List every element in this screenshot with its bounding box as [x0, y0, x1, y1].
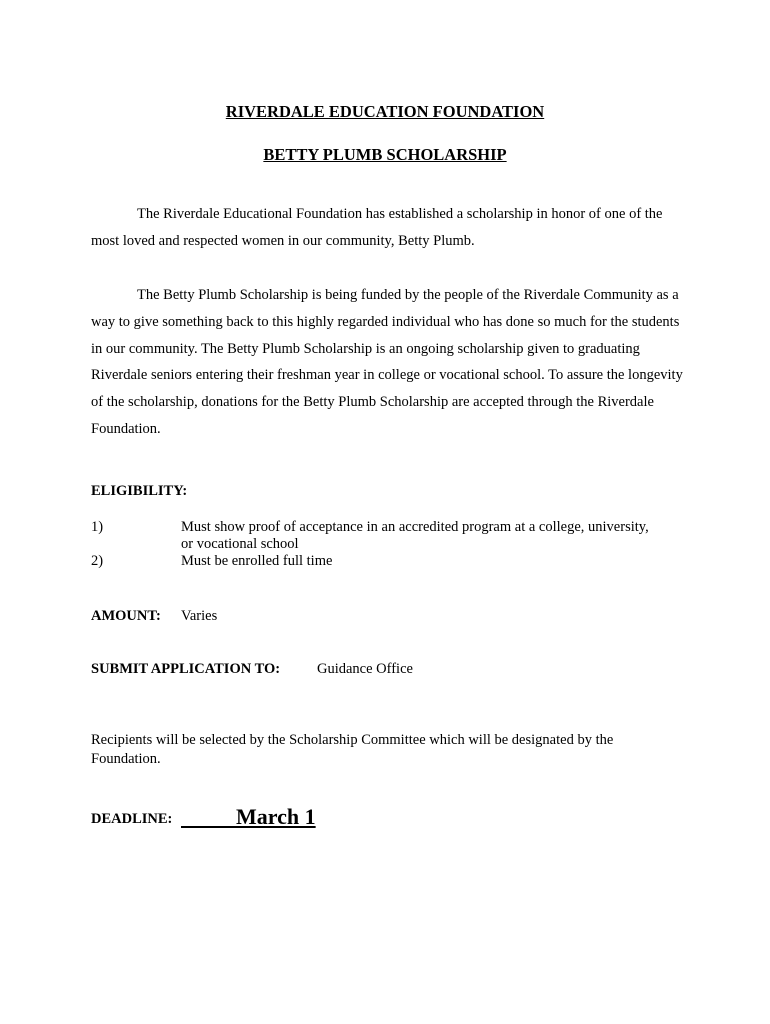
funding-paragraph: The Betty Plumb Scholarship is being funded by the people of the Riverdale Community as a way to give something back to this highly regarded individual who has done so much for the students in our community. The Betty Plumb Scholarship is an ongoing scholarship given to graduating Riverdale seniors entering their freshman year in college or vocational school. To assure the longevity of the scholarship, donations for the Betty Plumb Scholarship are accepted through the Riverdale Foundation. — [91, 287, 683, 437]
intro-paragraph: The Riverdale Educational Foundation has established a scholarship in honor of one of the most loved and respected women in our community, Betty Plumb. — [91, 206, 663, 249]
submit-value: Guidance Office — [317, 661, 413, 677]
amount-value: Varies — [181, 608, 218, 624]
submit-label: SUBMIT APPLICATION TO: — [91, 661, 281, 677]
scholarship-title: BETTY PLUMB SCHOLARSHIP — [263, 145, 507, 164]
eligibility-item-1-number: 1) — [91, 519, 104, 535]
amount-label: AMOUNT: — [91, 608, 161, 624]
deadline-date: March 1 — [236, 804, 316, 829]
deadline-value — [181, 803, 316, 831]
eligibility-item-2-text: Must be enrolled full time — [181, 553, 333, 569]
eligibility-item-1-text-continued: or vocational school — [181, 536, 299, 552]
recipients-note: Recipients will be selected by the Scholarship Committee which will be designated by the Foundation. — [91, 732, 614, 767]
eligibility-item-1-text: Must show proof of acceptance in an accredited program at a college, university, — [181, 519, 649, 535]
deadline-label: DEADLINE: — [91, 811, 173, 827]
org-title: RIVERDALE EDUCATION FOUNDATION — [225, 102, 545, 121]
eligibility-heading: ELIGIBILITY: — [91, 483, 188, 499]
eligibility-item-2-number: 2) — [91, 553, 104, 569]
